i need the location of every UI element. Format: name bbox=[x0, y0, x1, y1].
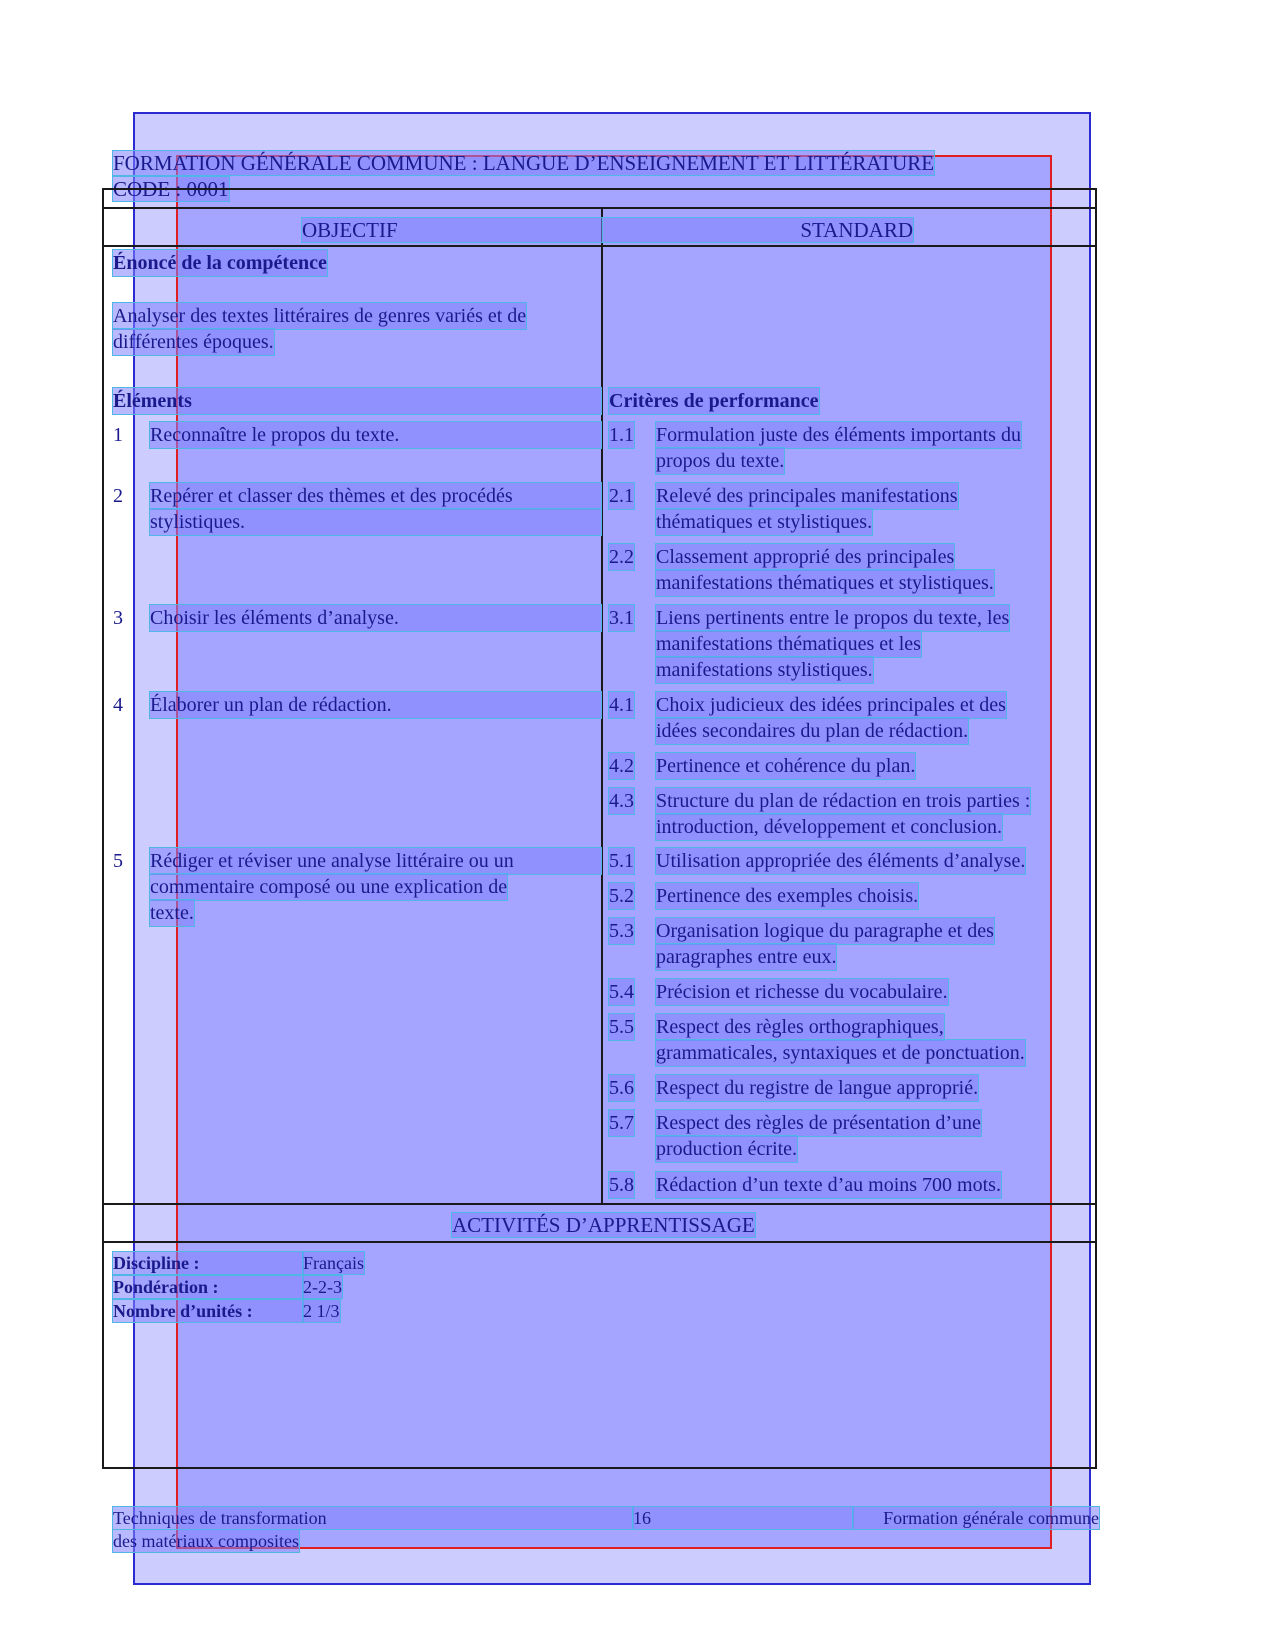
critere-number: 4.2 bbox=[609, 755, 634, 777]
critere-number: 1.1 bbox=[609, 424, 634, 446]
element-text: Reconnaître le propos du texte. bbox=[150, 422, 601, 448]
element-text: Repérer et classer des thèmes et des procédés bbox=[150, 483, 601, 509]
critere-text: manifestations thématiques et stylistiques. bbox=[656, 572, 994, 594]
critere-text: Pertinence des exemples choisis. bbox=[656, 885, 919, 907]
footer-right: Formation générale commune bbox=[853, 1507, 1099, 1529]
critere-number: 5.3 bbox=[609, 920, 634, 942]
table-rule bbox=[102, 245, 1097, 247]
element-number: 1 bbox=[113, 424, 123, 446]
footer-program: Techniques de transformation bbox=[113, 1507, 633, 1529]
table-rule bbox=[102, 1203, 1097, 1205]
page-number: 16 bbox=[633, 1507, 853, 1529]
critere-text: Respect des règles de présentation d’une bbox=[656, 1112, 981, 1134]
critere-number: 5.5 bbox=[609, 1016, 634, 1038]
critere-text: Organisation logique du paragraphe et des bbox=[656, 920, 994, 942]
element-text: stylistiques. bbox=[150, 509, 601, 535]
critere-text: Respect des règles orthographiques, bbox=[656, 1016, 944, 1038]
column-header-objectif: OBJECTIF bbox=[302, 218, 602, 242]
unites-value: 2 1/3 bbox=[303, 1301, 340, 1321]
table-rule bbox=[102, 1241, 1097, 1243]
critere-text: Relevé des principales manifestations bbox=[656, 485, 958, 507]
footer-program-line2: des matériaux composites bbox=[113, 1531, 299, 1551]
critere-text: Respect du registre de langue approprié. bbox=[656, 1077, 979, 1099]
critere-number: 5.7 bbox=[609, 1112, 634, 1134]
element-number: 4 bbox=[113, 694, 123, 716]
element-text: texte. bbox=[150, 902, 194, 924]
element-text: commentaire composé ou une explication de bbox=[150, 876, 508, 898]
criteres-label: Critères de performance bbox=[609, 390, 819, 412]
critere-number: 5.1 bbox=[609, 850, 634, 872]
document-title: FORMATION GÉNÉRALE COMMUNE : LANGUE D’ENSEIGNEMENT ET LITTÉRATURE bbox=[113, 151, 935, 175]
code-line: CODE : 0001 bbox=[113, 177, 229, 201]
critere-number: 4.3 bbox=[609, 790, 634, 812]
element-text: Rédiger et réviser une analyse littéraire ou un bbox=[150, 848, 601, 874]
critere-text: Liens pertinents entre le propos du texte, les bbox=[656, 607, 1010, 629]
critere-text: Utilisation appropriée des éléments d’analyse. bbox=[656, 850, 1026, 872]
critere-text: Choix judicieux des idées principales et des bbox=[656, 694, 1006, 716]
element-number: 5 bbox=[113, 850, 123, 872]
critere-number: 5.4 bbox=[609, 981, 634, 1003]
critere-number: 4.1 bbox=[609, 694, 634, 716]
discipline-value: Français bbox=[303, 1253, 364, 1273]
column-divider bbox=[601, 209, 603, 1204]
critere-text: propos du texte. bbox=[656, 450, 785, 472]
elements-label: Éléments bbox=[113, 388, 601, 414]
critere-text: Pertinence et cohérence du plan. bbox=[656, 755, 916, 777]
critere-text: grammaticales, syntaxiques et de ponctuation. bbox=[656, 1042, 1025, 1064]
critere-text: paragraphes entre eux. bbox=[656, 946, 837, 968]
table-rule bbox=[102, 207, 1097, 209]
element-text: Élaborer un plan de rédaction. bbox=[150, 692, 601, 718]
critere-text: Formulation juste des éléments importants du bbox=[656, 424, 1021, 446]
critere-text: thématiques et stylistiques. bbox=[656, 511, 873, 533]
critere-number: 2.1 bbox=[609, 485, 634, 507]
critere-number: 2.2 bbox=[609, 546, 634, 568]
critere-text: Précision et richesse du vocabulaire. bbox=[656, 981, 948, 1003]
element-number: 3 bbox=[113, 607, 123, 629]
enonce-label: Énoncé de la compétence bbox=[113, 252, 327, 274]
critere-number: 3.1 bbox=[609, 607, 634, 629]
critere-text: Rédaction d’un texte d’au moins 700 mots. bbox=[656, 1174, 1001, 1196]
element-number: 2 bbox=[113, 485, 123, 507]
ponderation-value: 2-2-3 bbox=[303, 1277, 342, 1297]
critere-text: manifestations stylistiques. bbox=[656, 659, 873, 681]
critere-number: 5.2 bbox=[609, 885, 634, 907]
critere-text: production écrite. bbox=[656, 1138, 798, 1160]
enonce-text: Analyser des textes littéraires de genres variés et de bbox=[113, 305, 527, 327]
discipline-label: Discipline : bbox=[113, 1252, 303, 1274]
critere-text: manifestations thématiques et les bbox=[656, 633, 921, 655]
activites-header: ACTIVITÉS D’APPRENTISSAGE bbox=[452, 1213, 755, 1237]
critere-number: 5.6 bbox=[609, 1077, 634, 1099]
ponderation-label: Pondération : bbox=[113, 1276, 303, 1298]
unites-label: Nombre d’unités : bbox=[113, 1300, 303, 1322]
column-header-standard: STANDARD bbox=[603, 218, 913, 242]
critere-text: idées secondaires du plan de rédaction. bbox=[656, 720, 969, 742]
critere-text: Classement approprié des principales bbox=[656, 546, 955, 568]
critere-number: 5.8 bbox=[609, 1174, 634, 1196]
enonce-text: différentes époques. bbox=[113, 331, 274, 353]
critere-text: Structure du plan de rédaction en trois parties : bbox=[656, 790, 1031, 812]
critere-text: introduction, développement et conclusion. bbox=[656, 816, 1003, 838]
element-text: Choisir les éléments d’analyse. bbox=[150, 605, 601, 631]
